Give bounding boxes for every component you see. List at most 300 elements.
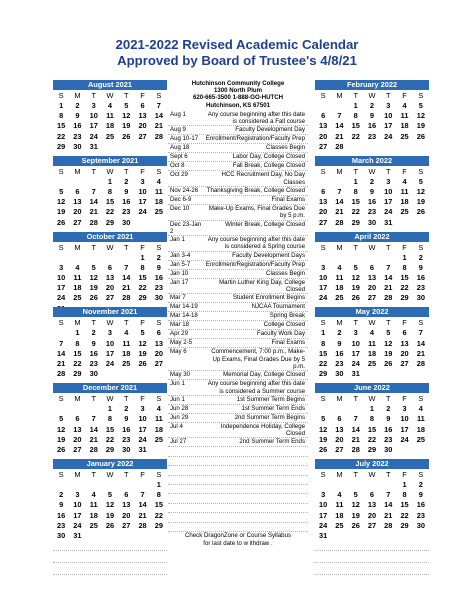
weekday-label: W [106, 394, 114, 404]
college-phone: 620-665-3500 1-888-GO-HUTCH [192, 94, 284, 102]
event-date: Aug 18 [170, 144, 190, 152]
weekday-label: S [156, 166, 162, 176]
right-dotted-line [315, 562, 429, 563]
weekday-label: S [418, 91, 424, 100]
day-cell: 11 [335, 500, 344, 510]
weekday-label: S [320, 469, 326, 479]
day-cell: 18 [367, 348, 377, 358]
college-address: 1300 North Plum [213, 87, 263, 95]
day-cell: 5 [59, 414, 64, 424]
day-cell: 9 [91, 338, 96, 348]
day-cell: 10 [73, 500, 82, 510]
day-cell: 14 [384, 272, 393, 282]
day-cell: 23 [416, 510, 425, 520]
day-cell: 18 [416, 424, 425, 434]
day-cell: 1 [107, 404, 113, 414]
day-cell: 11 [122, 338, 131, 348]
day-cell: 17 [73, 510, 82, 520]
weekday-label: W [106, 469, 114, 479]
month-grid [315, 167, 429, 228]
weekday-label: T [353, 318, 358, 328]
day-cell: 25 [105, 131, 115, 141]
day-cell: 7 [353, 414, 358, 424]
events-list [168, 111, 308, 448]
event-row [168, 187, 308, 196]
day-cell: 23 [335, 358, 344, 368]
event-text: Memorial Day, College Closed [223, 371, 305, 379]
day-cell: 10 [384, 186, 393, 196]
day-cell: 8 [402, 490, 407, 500]
weekday-label: F [402, 394, 407, 404]
event-row [168, 312, 308, 321]
day-cell: 1 [140, 252, 145, 262]
day-cell: 15 [400, 500, 409, 510]
day-cell: 14 [335, 121, 344, 131]
event-row [168, 438, 308, 447]
event-row [168, 171, 308, 187]
weekday-label: S [320, 166, 326, 176]
day-cell: 4 [156, 404, 161, 414]
event-date: Jul 4 [170, 422, 183, 430]
month-header: July 2022 [315, 459, 429, 469]
day-cell: 24 [319, 520, 328, 530]
footer-note [168, 532, 308, 547]
left-dotted-line [53, 574, 167, 575]
event-row [168, 348, 308, 371]
empty-day [315, 253, 331, 263]
day-cell: 21 [384, 510, 393, 520]
day-cell: 3 [386, 101, 391, 110]
day-cell: 23 [367, 207, 377, 217]
day-cell: 7 [386, 262, 391, 272]
blank-line [168, 523, 308, 532]
day-cell: 11 [106, 111, 114, 121]
day-cell: 9 [124, 414, 129, 424]
weekday-label: S [320, 91, 326, 100]
month-calendar [53, 458, 167, 540]
day-cell: 22 [400, 283, 409, 293]
day-cell: 12 [351, 500, 360, 510]
day-cell: 27 [335, 444, 344, 454]
month-calendar [315, 307, 429, 381]
event-date: Aug 10-17 [170, 135, 199, 143]
day-cell: 10 [319, 272, 328, 282]
day-cell: 12 [319, 424, 328, 434]
empty-day [86, 253, 102, 263]
day-cell: 3 [402, 404, 407, 414]
day-cell: 8 [107, 186, 113, 196]
college-info [168, 80, 308, 109]
day-cell: 8 [156, 490, 161, 500]
month-header: November 2021 [53, 307, 167, 317]
day-cell: 1 [353, 101, 358, 110]
month-calendar [315, 156, 429, 230]
month-grid [53, 167, 167, 228]
day-cell: 22 [351, 131, 360, 141]
day-cell: 21 [335, 207, 344, 217]
month-header: January 2022 [53, 459, 167, 469]
month-grid [53, 243, 167, 314]
weekday-label: M [74, 394, 81, 404]
left-month-column [53, 80, 167, 540]
event-text: Classes Begin [266, 269, 305, 277]
day-cell: 8 [321, 338, 326, 348]
weekday-label: W [106, 242, 114, 252]
event-date: Aug 9 [170, 126, 186, 134]
day-cell: 17 [384, 121, 393, 131]
day-cell: 31 [138, 444, 147, 454]
day-cell: 27 [367, 293, 377, 303]
event-row [168, 270, 308, 279]
event-row [168, 162, 308, 171]
day-cell: 27 [400, 358, 409, 368]
day-cell: 6 [321, 111, 326, 121]
day-cell: 18 [154, 424, 163, 434]
event-date: Mar 14-19 [170, 303, 198, 311]
calendar-title [0, 37, 474, 69]
day-cell: 5 [353, 490, 358, 500]
day-cell: 15 [367, 424, 377, 434]
day-cell: 17 [400, 424, 409, 434]
day-cell: 9 [369, 186, 375, 196]
month-calendar [315, 80, 429, 154]
event-date: Sept 6 [170, 153, 188, 161]
day-cell: 15 [351, 121, 360, 131]
event-row [168, 153, 308, 162]
day-cell: 19 [57, 434, 66, 444]
weekday-label: F [402, 91, 407, 100]
event-text: HCC Recruitment Day, No Day Classes [221, 171, 305, 186]
day-cell: 8 [59, 111, 64, 121]
event-date: Jan 5-7 [170, 260, 191, 268]
empty-day [348, 404, 364, 414]
day-cell: 8 [353, 111, 358, 121]
month-header: October 2021 [53, 232, 167, 242]
day-cell: 3 [59, 262, 64, 272]
day-cell: 12 [416, 111, 425, 121]
day-cell: 6 [107, 262, 113, 272]
event-row [168, 279, 308, 295]
day-cell: 26 [416, 131, 425, 141]
college-name: Hutchinson Community College [191, 80, 285, 87]
weekday-label: M [336, 318, 343, 328]
day-cell: 2 [59, 490, 64, 500]
event-row [168, 205, 308, 221]
day-cell: 10 [57, 272, 66, 282]
month-calendar [53, 232, 167, 306]
day-cell: 3 [386, 176, 391, 186]
event-text: Final Exams [271, 339, 305, 347]
event-date: Dec 6-9 [170, 196, 192, 203]
blank-line [168, 447, 308, 456]
weekday-label: F [402, 166, 407, 176]
day-cell: 14 [122, 272, 131, 282]
weekday-label: W [368, 166, 376, 176]
day-cell: 30 [384, 444, 393, 454]
day-cell: 16 [367, 121, 377, 131]
empty-day [315, 177, 331, 187]
event-row [168, 261, 308, 270]
day-cell: 6 [124, 490, 129, 500]
event-row [168, 321, 308, 330]
day-cell: 4 [124, 328, 129, 338]
day-cell: 8 [75, 338, 80, 348]
weekday-label: F [140, 318, 145, 328]
day-cell: 14 [335, 197, 344, 207]
day-cell: 11 [400, 186, 409, 196]
day-cell: 2 [156, 252, 161, 262]
day-cell: 25 [335, 293, 344, 303]
empty-day [102, 253, 118, 263]
day-cell: 16 [89, 348, 98, 358]
college-city: Hutchinson, KS 67501 [205, 101, 270, 109]
day-cell: 18 [89, 510, 98, 520]
weekday-label: F [402, 469, 407, 479]
event-row [168, 330, 308, 339]
day-cell: 25 [416, 434, 425, 444]
day-cell: 25 [122, 358, 131, 368]
day-cell: 13 [319, 121, 328, 131]
event-text: Faculty Development Day [235, 126, 305, 134]
day-cell: 31 [89, 141, 98, 151]
left-dotted-line [53, 550, 167, 551]
weekday-label: M [336, 469, 343, 479]
day-cell: 24 [138, 207, 147, 217]
day-cell: 26 [57, 444, 66, 454]
day-cell: 23 [384, 434, 393, 444]
event-text: Fall Break, College Closed [232, 162, 305, 170]
day-cell: 7 [91, 186, 96, 196]
day-cell: 3 [107, 328, 113, 338]
weekday-label: S [58, 469, 64, 479]
day-cell: 24 [89, 131, 98, 141]
month-calendar [53, 307, 167, 381]
weekday-label: F [140, 91, 145, 100]
weekday-label: S [156, 318, 162, 328]
event-text: Independence Holiday, College Closed [220, 422, 305, 438]
day-cell: 9 [75, 111, 80, 121]
day-cell: 29 [105, 444, 115, 454]
day-cell: 29 [319, 369, 328, 379]
day-cell: 24 [138, 434, 147, 444]
event-row [168, 252, 308, 261]
day-cell: 19 [351, 510, 360, 520]
month-header: March 2022 [315, 156, 429, 166]
day-cell: 6 [140, 101, 145, 110]
blank-line [168, 504, 308, 513]
event-date: May 30 [170, 371, 190, 379]
day-cell: 13 [154, 338, 163, 348]
empty-day [331, 177, 347, 187]
empty-day [102, 480, 118, 490]
day-cell: 11 [335, 272, 344, 282]
month-header: August 2021 [53, 80, 167, 90]
day-cell: 19 [89, 283, 98, 293]
day-cell: 25 [400, 131, 409, 141]
day-cell: 10 [400, 414, 409, 424]
day-cell: 27 [73, 444, 82, 454]
day-cell: 10 [138, 186, 147, 196]
day-cell: 12 [57, 424, 66, 434]
day-cell: 3 [140, 404, 145, 414]
weekday-label: W [368, 91, 376, 100]
day-cell: 24 [57, 293, 66, 303]
day-cell: 23 [89, 358, 98, 368]
event-date: May 6 [170, 348, 187, 356]
day-cell: 16 [384, 424, 393, 434]
month-calendar [53, 383, 167, 457]
day-cell: 2 [369, 176, 375, 186]
day-cell: 21 [89, 207, 98, 217]
day-cell: 28 [335, 141, 344, 151]
day-cell: 1 [402, 479, 407, 489]
day-cell: 12 [122, 111, 131, 121]
weekday-label: T [124, 469, 129, 479]
event-row [168, 414, 308, 423]
day-cell: 5 [107, 490, 113, 500]
day-cell: 4 [369, 328, 375, 338]
day-cell: 19 [105, 510, 115, 520]
day-cell: 18 [122, 348, 131, 358]
day-cell: 17 [57, 283, 66, 293]
day-cell: 4 [75, 262, 80, 272]
day-cell: 17 [384, 197, 393, 207]
day-cell: 19 [384, 348, 393, 358]
day-cell: 23 [416, 283, 425, 293]
weekday-label: S [320, 318, 326, 328]
day-cell: 24 [73, 520, 82, 530]
day-cell: 26 [89, 293, 98, 303]
day-cell: 24 [384, 131, 393, 141]
weekday-label: T [353, 469, 358, 479]
day-cell: 22 [154, 510, 163, 520]
day-cell: 15 [400, 272, 409, 282]
empty-day [315, 101, 331, 111]
day-cell: 6 [369, 262, 375, 272]
empty-day [315, 404, 331, 414]
right-dotted-line [315, 574, 429, 575]
weekday-label: S [156, 394, 162, 404]
weekday-label: S [320, 242, 326, 252]
month-grid [315, 318, 429, 379]
weekday-label: F [402, 242, 407, 252]
day-cell: 13 [73, 424, 82, 434]
empty-day [315, 480, 331, 490]
day-cell: 31 [351, 369, 360, 379]
day-cell: 27 [105, 293, 115, 303]
day-cell: 22 [73, 358, 82, 368]
day-cell: 12 [384, 338, 393, 348]
event-row [168, 396, 308, 405]
day-cell: 9 [386, 414, 391, 424]
day-cell: 2 [369, 101, 375, 110]
day-cell: 28 [122, 293, 131, 303]
day-cell: 23 [122, 207, 131, 217]
day-cell: 2 [75, 101, 80, 110]
month-calendar [315, 458, 429, 540]
day-cell: 23 [154, 283, 163, 293]
event-row [168, 380, 308, 396]
footer-line-2: for last date to w ithdraw . [203, 539, 273, 547]
event-row [168, 126, 308, 135]
weekday-label: T [353, 242, 358, 252]
day-cell: 4 [418, 404, 423, 414]
day-cell: 11 [154, 186, 163, 196]
empty-day [134, 480, 150, 490]
day-cell: 11 [400, 111, 409, 121]
month-header: September 2021 [53, 156, 167, 166]
day-cell: 26 [351, 520, 360, 530]
month-grid [53, 318, 167, 379]
day-cell: 26 [57, 217, 66, 227]
day-cell: 25 [367, 358, 377, 368]
empty-day [331, 480, 347, 490]
day-cell: 30 [57, 530, 66, 540]
empty-day [348, 480, 364, 490]
day-cell: 4 [91, 490, 96, 500]
day-cell: 14 [89, 197, 98, 207]
blank-line [168, 494, 308, 503]
day-cell: 2 [386, 404, 391, 414]
day-cell: 8 [140, 262, 145, 272]
day-cell: 21 [384, 283, 393, 293]
day-cell: 5 [321, 414, 326, 424]
day-cell: 29 [73, 369, 82, 379]
day-cell: 15 [57, 121, 66, 131]
day-cell: 27 [138, 131, 147, 141]
day-cell: 22 [105, 207, 115, 217]
day-cell: 22 [400, 510, 409, 520]
day-cell: 7 [386, 490, 391, 500]
day-cell: 20 [367, 510, 377, 520]
day-cell: 30 [122, 444, 131, 454]
day-cell: 3 [91, 101, 96, 110]
day-cell: 17 [319, 510, 328, 520]
day-cell: 16 [122, 424, 131, 434]
empty-day [331, 253, 347, 263]
day-cell: 3 [321, 262, 326, 272]
event-text: Faculty Work Day [257, 330, 305, 338]
day-cell: 10 [351, 338, 360, 348]
event-date: Mar 18 [170, 321, 189, 329]
day-cell: 9 [124, 186, 129, 196]
weekday-label: T [386, 242, 391, 252]
day-cell: 26 [105, 520, 115, 530]
day-cell: 13 [367, 500, 377, 510]
day-cell: 26 [138, 358, 147, 368]
day-cell: 26 [351, 293, 360, 303]
day-cell: 28 [138, 520, 147, 530]
event-date: Jun 29 [170, 413, 189, 421]
day-cell: 15 [154, 500, 163, 510]
day-cell: 7 [59, 338, 64, 348]
day-cell: 9 [369, 111, 375, 121]
day-cell: 31 [73, 530, 82, 540]
event-date: Jul 27 [170, 438, 187, 446]
weekday-label: T [353, 166, 358, 176]
day-cell: 25 [335, 520, 344, 530]
day-cell: 12 [416, 186, 425, 196]
title-line-2: Approved by Board of Trustee's 4/8/21 [117, 53, 357, 68]
day-cell: 19 [319, 434, 328, 444]
weekday-label: M [74, 469, 81, 479]
weekday-label: T [124, 166, 129, 176]
right-dotted-line [315, 550, 429, 551]
weekday-label: T [386, 318, 391, 328]
day-cell: 29 [367, 444, 377, 454]
day-cell: 10 [89, 111, 98, 121]
day-cell: 15 [73, 348, 82, 358]
